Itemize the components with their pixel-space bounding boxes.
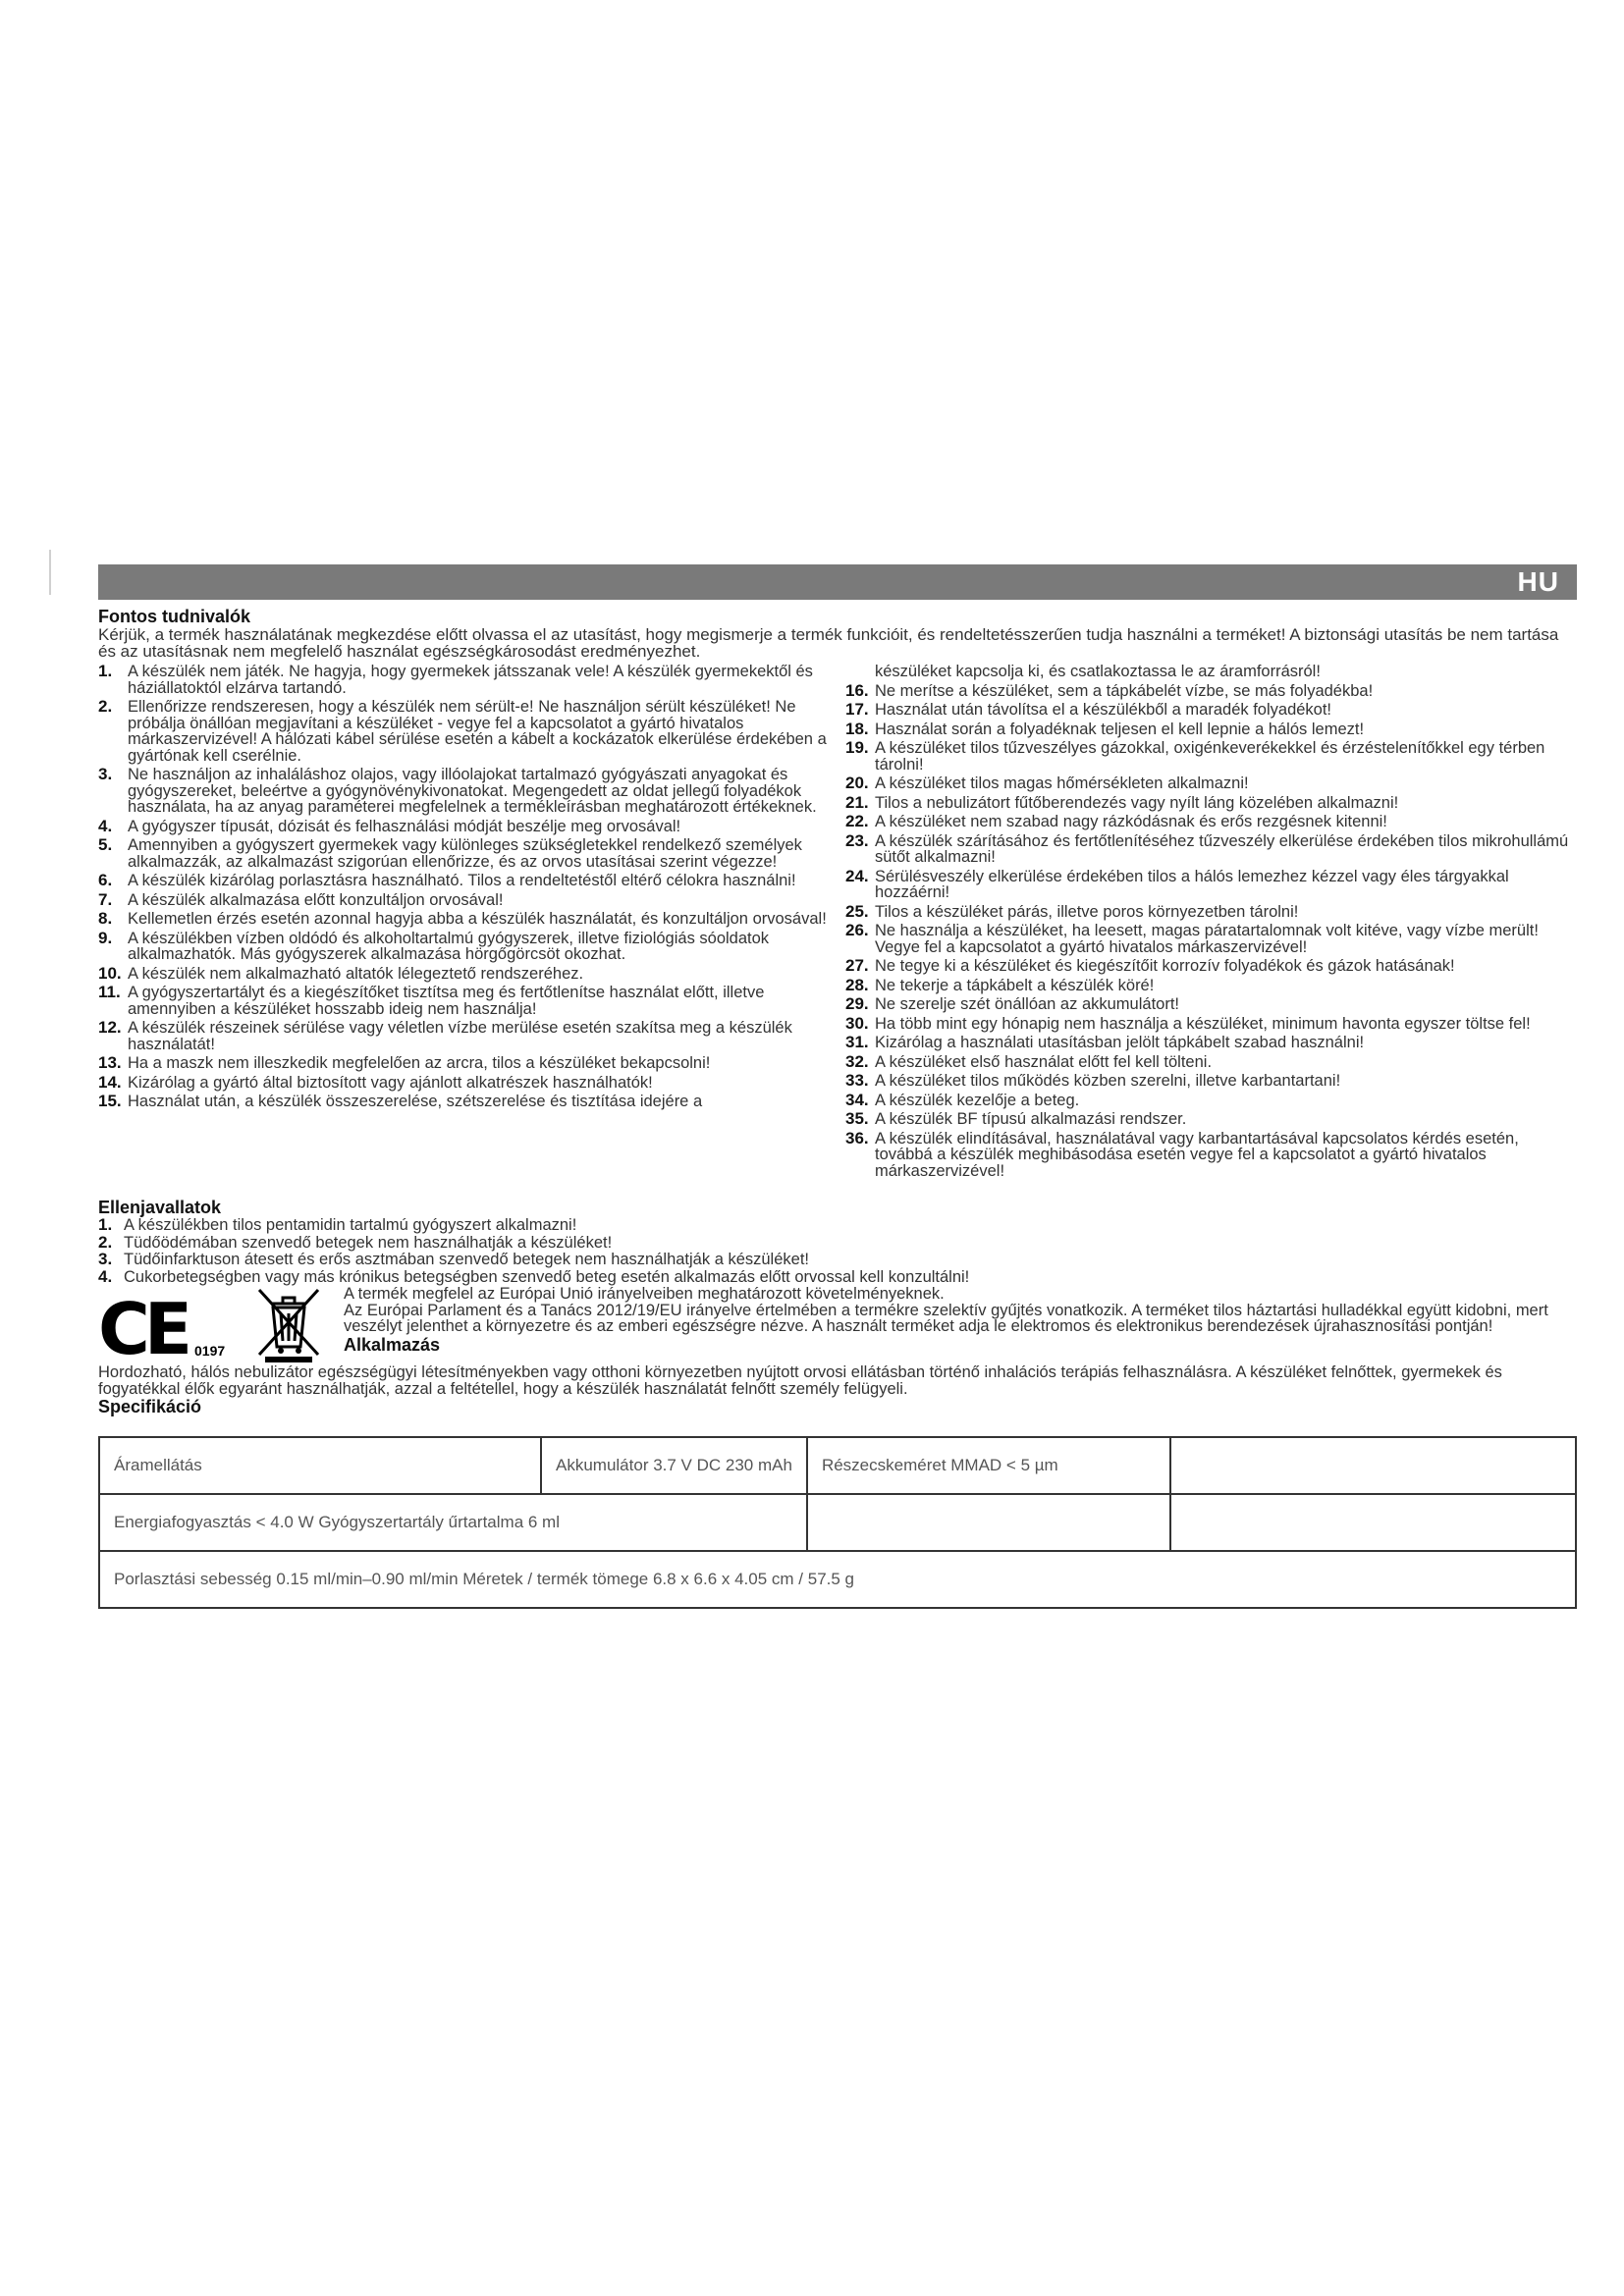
safety-item-text: A készüléket első használat előtt fel kell tölteni. [875,1052,1213,1071]
safety-item [845,702,1577,719]
contraindication-item [98,1266,1577,1286]
safety-item [98,889,830,909]
safety-item-number: 13. [98,1053,122,1072]
safety-item-15-continuation: készüléket kapcsolja ki, és csatlakoztassa le az áramforrásról! [875,663,1321,680]
safety-item [845,975,1577,994]
language-header-bar [98,564,1577,600]
safety-item-text: Ha több mint egy hónapig nem használja a készüléket, minimum havonta egyszer töltse fel! [875,1014,1531,1033]
safety-item-number: 25. [845,901,869,921]
specification-title: Specifikáció [98,1397,202,1416]
safety-item-text: A készüléket tilos magas hőmérsékleten alkalmazni! [875,774,1249,792]
safety-item-text: Kizárólag a gyártó által biztosított vagy ajánlott alkatrészek használhatók! [128,1073,653,1092]
contraindications-section [98,1198,1577,1285]
contraindications-list [98,1217,1577,1285]
safety-item [845,901,1577,921]
safety-item-text: Kellemetlen érzés esetén azonnal hagyja abba a készülék használatát, és konzultáljon orvosával! [128,910,827,928]
contraindication-item-text: Tüdőinfarktuson átesett és erős asztmában szenvedő betegek nem használhatják a készüléket! [124,1251,809,1268]
safety-item-text: Ellenőrizze rendszeresen, hogy a készülék nem sérült-e! Ne használjon sérült készüléket! Ne próbálja önállóan megjavítani a készüléket - vegye fel a kapcsolatot a gyártó hivatalos márkaszervizével! A hálózati kábel sérülése esetén a kábelt a kockázatok elkerülése érdekében a gyártónak kell cserélnie. [128,698,827,765]
safety-item [98,873,830,889]
spec-cell: Porlasztási sebesség 0.15 ml/min–0.90 ml/min Méretek / termék tömege 6.8 x 6.6 x 4.05 cm / 57.5 g [99,1551,1576,1608]
safety-item-number: 6. [98,871,113,889]
safety-item [845,1051,1577,1071]
notified-body-number: 0197 [194,1343,226,1359]
safety-item-number: 24. [845,866,869,885]
safety-item [98,985,830,1017]
safety-item [98,928,830,963]
safety-item-text: Ne tegye ki a készüléket és kiegészítőit korrozív folyadékok és gázok hatásának! [875,957,1455,975]
safety-item-text: A készülék szárításához és fertőtlenítéséhez tűzveszély elkerülése érdekében tilos mikrohullámú sütőt alkalmazni! [875,831,1569,866]
safety-item [98,767,830,816]
safety-item-number: 14. [98,1072,122,1092]
safety-item-number: 1. [98,662,113,680]
application-title: Alkalmazás [344,1334,441,1355]
ce-conformity-text: A termék megfelel az Európai Unió irányelveiben meghatározott követelményeknek. [344,1285,945,1303]
safety-item-number: 31. [845,1033,869,1051]
safety-item-number: 21. [845,792,869,812]
important-title: Fontos tudnivalók [98,607,250,626]
contraindication-item-text: Tüdőödémában szenvedő betegek nem használhatják a készüléket! [124,1233,613,1252]
spec-cell: Áramellátás [99,1437,541,1494]
safety-item-number: 26. [845,921,869,939]
marks-text [344,1286,1577,1364]
safety-item-number: 29. [845,994,869,1013]
safety-item-text: A készülék nem játék. Ne hagyja, hogy gyermekek játsszanak vele! A készülék gyermekektől és háziállatoktól elzárva tartandó. [128,663,813,697]
safety-item [845,830,1577,866]
safety-item-text: Tilos a készüléket párás, illetve poros környezetben tárolni! [875,902,1299,921]
safety-item [845,775,1577,792]
safety-item-text: A gyógyszertartályt és a kiegészítőket tisztítsa meg és fertőtlenítse használat előtt, illetve amennyiben a készüléket hosszabb ideig nem használja! [128,984,765,1018]
conformity-marks [98,1285,1577,1370]
safety-item-text: Ne tekerje a tápkábelt a készülék köré! [875,976,1155,994]
safety-item-number: 3. [98,765,113,783]
safety-item-number: 30. [845,1013,869,1033]
important-intro: Kérjük, a termék használatának megkezdése előtt olvassa el az utasítást, hogy megismerje a termék funkcióit, és rendeltetésszerűen tudja használni a terméket! A biztonsági utasítás be nem tartása és az utasításnak nem megfelelő használat egészségkárosodást eredményezhet. [98,625,1559,661]
contraindication-item-number: 3. [98,1250,113,1268]
safety-columns [98,664,1577,1182]
safety-item-number: 2. [98,697,113,716]
safety-column-right [845,664,1577,1182]
contraindication-item [98,1232,1577,1252]
safety-item-number: 35. [845,1109,869,1128]
safety-item [98,1094,830,1110]
spec-cell: Részecskeméret MMAD < 5 µm [807,1437,1170,1494]
safety-item-text: Használat után távolítsa el a készülékből a maradék folyadékot! [875,701,1332,719]
safety-item-number: 19. [845,738,869,757]
safety-item-text: A készülék részeinek sérülése vagy véletlen vízbe merülése esetén szakítsa meg a készülék használatát! [128,1019,792,1053]
margin-line [49,550,51,595]
safety-item-number: 15. [98,1092,122,1110]
safety-item-text: Tilos a nebulizátort fűtőberendezés vagy nyílt láng közelében alkalmazni! [875,793,1399,812]
safety-item-number: 11. [98,983,121,1001]
safety-item-number: 10. [98,963,122,983]
contraindications-title: Ellenjavallatok [98,1198,222,1217]
safety-item-text: Ne használjon az inhaláláshoz olajos, vagy illóolajokat tartalmazó gyógyászati anyagokat és gyógyszereket, beleértve a gyógynövénykivonatokat. Megengedett az oldat jellegű folyadékok használata, ha az anyag paraméterei megfelelnek a termékleírásban meghatározott értékeknek. [128,766,817,816]
safety-item [98,837,830,870]
safety-list-right [845,680,1577,1180]
safety-item [845,923,1577,955]
safety-item [98,664,830,696]
safety-item-number: 7. [98,889,113,909]
safety-item [98,1020,830,1052]
safety-item-text: Ha a maszk nem illeszkedik megfelelően az arcra, tilos a készüléket bekapcsolni! [128,1054,711,1072]
safety-item-text: A készüléket tilos működés közben szerelni, illetve karbantartani! [875,1072,1341,1090]
safety-item [845,721,1577,738]
safety-item-number: 36. [845,1128,869,1148]
contraindication-item-text: A készülékben tilos pentamidin tartalmú gyógyszert alkalmazni! [124,1216,577,1234]
contraindication-item [98,1252,1577,1268]
safety-item-number: 22. [845,812,869,830]
safety-item-number: 18. [845,719,869,738]
safety-item-number: 16. [845,680,869,700]
safety-item-text: A készülék nem alkalmazható altatók lélegeztető rendszeréhez. [128,964,584,983]
safety-item-number: 4. [98,816,113,835]
safety-item-number: 34. [845,1090,869,1109]
safety-item-text: A készülék BF típusú alkalmazási rendszer. [875,1110,1187,1128]
spec-cell: Energiafogyasztás < 4.0 W Gyógyszertartály űrtartalma 6 ml [99,1494,807,1551]
safety-item [845,1073,1577,1090]
safety-column-left [98,664,830,1182]
contraindication-item-number: 4. [98,1266,113,1286]
contraindication-item-number: 1. [98,1215,113,1234]
safety-item [98,816,830,835]
safety-item-text: A készüléket nem szabad nagy rázkódásnak és erős rezgésnek kitenni! [875,813,1387,830]
safety-item-text: Kizárólag a használati utasításban jelölt tápkábelt szabad használni! [875,1034,1365,1051]
contraindication-item [98,1217,1577,1234]
safety-item-text: A készülék kezelője a beteg. [875,1091,1080,1109]
safety-item-number: 27. [845,956,869,975]
spec-row [99,1551,1576,1608]
safety-item [845,1035,1577,1051]
safety-item [845,680,1577,700]
safety-item [845,1128,1577,1180]
contraindication-item-number: 2. [98,1232,113,1252]
safety-item-number: 17. [845,700,869,719]
safety-item [845,740,1577,773]
spec-cell: Akkumulátor 3.7 V DC 230 mAh [541,1437,807,1494]
safety-item [98,699,830,764]
safety-item-text: A készülék kizárólag porlasztásra használható. Tilos a rendeltetéstől eltérő célokra használni! [128,872,796,889]
spec-cell [1170,1494,1576,1551]
crossed-out-wheelie-bin-icon [253,1286,324,1362]
content [98,607,1577,1609]
safety-item-text: Ne merítse a készüléket, sem a tápkábelét vízbe, se más folyadékba! [875,681,1374,700]
safety-item [845,1111,1577,1128]
marks-logos [98,1286,344,1370]
safety-item-number: 8. [98,909,113,928]
safety-item-number: 33. [845,1071,869,1090]
spec-row [99,1437,1576,1494]
ce-mark-icon: CE [98,1288,188,1370]
safety-item-number: 20. [845,774,869,792]
contraindication-item-text: Cukorbetegségben vagy más krónikus betegségben szenvedő beteg esetén alkalmazás előtt orvossal kell konzultálni! [124,1267,970,1286]
safety-item-number: 5. [98,835,113,854]
safety-item [98,911,830,928]
safety-item-text: Sérülésveszély elkerülése érdekében tilos a hálós lemezhez kézzel vagy éles tárgyakkal hozzáérni! [875,867,1509,901]
safety-item [845,958,1577,975]
specification-table [98,1436,1577,1609]
language-code: HU [1517,566,1559,597]
safety-item-text: A készüléket tilos tűzveszélyes gázokkal, oxigénkeverékekkel és érzéstelenítőkkel egy térben tárolni! [875,739,1545,774]
spec-cell [1170,1437,1576,1494]
application-text: Hordozható, hálós nebulizátor egészségügyi létesítményekben vagy otthoni környezetben nyújtott orvosi ellátásban történő inhalációs terápiás felhasználásra. A készüléket felnőttek, gyermekek és fogyatékkal élők egyaránt használhatják, azzal a feltétellel, hogy a készülék használatát felnőtt személy felügyeli. [98,1363,1502,1398]
safety-item-text: A gyógyszer típusát, dózisát és felhasználási módját beszélje meg orvosával! [128,817,681,835]
safety-item-text: Amennyiben a gyógyszert gyermekek vagy különleges szükségletekkel rendelkező személyek alkalmazzák, az alkalmazást szigorúan ellenőrizze, és az orvos utasításai szerint végezze! [128,836,802,871]
spec-row [99,1494,1576,1551]
safety-item [98,1072,830,1092]
safety-item-number: 23. [845,830,869,850]
safety-item-number: 28. [845,975,869,994]
safety-item-text: A készülék alkalmazása előtt konzultáljon orvosával! [128,890,504,909]
safety-item-text: A készülékben vízben oldódó és alkoholtartalmú gyógyszerek, illetve fiziológiás sóoldatok alkalmazhatók. Más gyógyszerek alkalmazása hörgőgörcsöt okozhat. [128,929,770,963]
safety-item [845,866,1577,901]
safety-item-number: 12. [98,1018,122,1037]
safety-item [845,1090,1577,1109]
safety-item [98,1055,830,1072]
safety-item [98,963,830,983]
safety-item-text: Használat után, a készülék összeszerelése, szétszerelése és tisztítása idejére a [128,1093,703,1110]
safety-item [845,996,1577,1013]
safety-item-text: Ne használja a készüléket, ha leesett, magas páratartalomnak volt kitéve, vagy vízbe merült! Vegye fel a kapcsolatot a gyártó hivatalos márkaszervizével! [875,922,1539,956]
safety-item-text: Ne szerelje szét önállóan az akkumulátort! [875,995,1179,1013]
spec-cell [807,1494,1170,1551]
safety-item [845,792,1577,812]
safety-item-number: 9. [98,928,113,947]
safety-list-left [98,664,830,1110]
safety-item-number: 32. [845,1051,869,1071]
safety-item-text: A készülék elindításával, használatával vagy karbantartásával kapcsolatos kérdés esetén, továbbá a készülék meghibásodása esetén vegye fel a kapcsolatot a gyártó hivatalos márkaszervizével! [875,1129,1519,1180]
weee-disposal-text: Az Európai Parlament és a Tanács 2012/19/EU irányelve értelmében a termékre szelektív gyűjtés vonatkozik. A terméket tilos háztartási hulladékkal együtt kidobni, mert veszélyt jelenthet a környezetre és az emberi egészségre nézve. A használt terméket adja le elektromos és elektronikus berendezések újrahasznosítási pontján! [344,1301,1548,1335]
safety-item [845,814,1577,830]
safety-item-text: Használat során a folyadéknak teljesen el kell lepnie a hálós lemezt! [875,720,1365,738]
safety-item [845,1013,1577,1033]
